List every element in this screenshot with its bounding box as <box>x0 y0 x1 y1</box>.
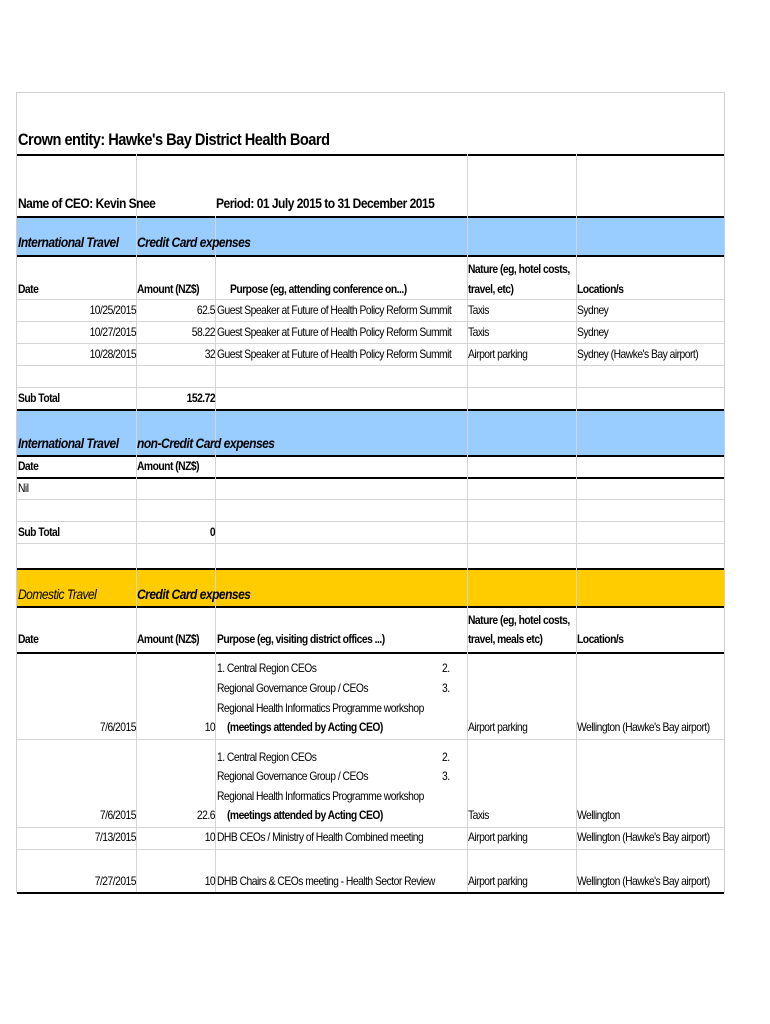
section-title: International Travel <box>18 234 119 250</box>
cell-amount: 10 <box>204 830 215 844</box>
header-date: Date <box>18 632 39 646</box>
purpose-line: 1. Central Region CEOs <box>217 750 317 764</box>
rule <box>17 409 724 411</box>
gridline <box>17 387 724 388</box>
cell-nature: Airport parking <box>468 874 528 888</box>
cell-date: 7/13/2015 <box>94 830 136 844</box>
cell-amount: 58.22 <box>191 325 215 339</box>
header-purpose: Purpose (eg, attending conference on...) <box>230 282 407 296</box>
cell-date: 10/28/2015 <box>89 347 136 361</box>
cell-nature: Taxis <box>468 303 489 317</box>
purpose-number: 3. <box>442 681 450 695</box>
spreadsheet <box>16 92 725 893</box>
cell-date: 10/25/2015 <box>89 303 136 317</box>
cell-amount: 32 <box>204 347 215 361</box>
gridline <box>17 321 724 322</box>
cell-location: Wellington (Hawke's Bay airport) <box>577 830 710 844</box>
header-amount: Amount (NZ$) <box>137 632 200 646</box>
cell-date: 7/6/2015 <box>99 720 136 734</box>
cell-location: Wellington <box>577 808 620 822</box>
rule <box>17 255 724 257</box>
nil-value: Nil <box>18 481 29 495</box>
purpose-number: 2. <box>442 750 450 764</box>
purpose-line: (meetings attended by Acting CEO) <box>227 808 383 822</box>
cell-amount: 10 <box>204 874 215 888</box>
cell-amount: 10 <box>204 720 215 734</box>
subsection-title: Credit Card expenses <box>137 586 251 602</box>
intl-noncredit-band <box>17 410 724 456</box>
gridline <box>17 365 724 366</box>
header-amount: Amount (NZ$) <box>137 459 200 473</box>
page-title: Crown entity: Hawke's Bay District Health Board <box>18 130 330 149</box>
cell-purpose: DHB Chairs & CEOs meeting - Health Sector Review <box>217 874 435 888</box>
cell-location: Wellington (Hawke's Bay airport) <box>577 720 710 734</box>
subtotal-label: Sub Total <box>18 391 60 405</box>
gridline <box>17 521 724 522</box>
subtotal-label: Sub Total <box>18 525 60 539</box>
header-nature: travel, meals etc) <box>468 632 543 646</box>
col-divider <box>576 154 577 892</box>
rule <box>17 455 724 457</box>
cell-date: 7/27/2015 <box>94 874 136 888</box>
header-purpose: Purpose (eg, visiting district offices ...) <box>217 632 385 646</box>
rule <box>17 216 724 218</box>
purpose-number: 3. <box>442 769 450 783</box>
col-divider <box>136 154 137 892</box>
header-nature: Nature (eg, hotel costs, <box>468 262 570 276</box>
subsection-title: Credit Card expenses <box>137 234 251 250</box>
cell-amount: 62.5 <box>196 303 215 317</box>
subtotal-value: 0 <box>209 525 215 539</box>
bottom-rule <box>17 892 724 894</box>
cell-purpose: Guest Speaker at Future of Health Policy Reform Summit <box>217 303 452 317</box>
gridline <box>17 827 724 828</box>
subtotal-value: 152.72 <box>186 391 215 405</box>
ceo-name: Name of CEO: Kevin Snee <box>18 195 156 211</box>
cell-purpose: DHB CEOs / Ministry of Health Combined meeting <box>217 830 424 844</box>
cell-nature: Airport parking <box>468 720 528 734</box>
cell-nature: Taxis <box>468 808 489 822</box>
rule <box>17 606 724 608</box>
col-divider <box>215 216 216 892</box>
cell-location: Sydney <box>577 303 609 317</box>
cell-purpose: Guest Speaker at Future of Health Policy Reform Summit <box>217 325 452 339</box>
purpose-number: 2. <box>442 661 450 675</box>
gridline <box>17 849 724 850</box>
domestic-band <box>17 569 724 606</box>
cell-nature: Taxis <box>468 325 489 339</box>
header-nature: travel, etc) <box>468 282 514 296</box>
purpose-line: Regional Health Informatics Programme workshop <box>217 789 424 803</box>
section-title: International Travel <box>18 435 119 451</box>
cell-location: Wellington (Hawke's Bay airport) <box>577 874 710 888</box>
gridline <box>17 299 724 300</box>
gridline <box>17 739 724 740</box>
header-nature: Nature (eg, hotel costs, <box>468 613 570 627</box>
purpose-line: 1. Central Region CEOs <box>217 661 317 675</box>
subsection-title: non-Credit Card expenses <box>137 435 275 451</box>
purpose-line: Regional Governance Group / CEOs <box>217 769 368 783</box>
purpose-line: Regional Governance Group / CEOs <box>217 681 368 695</box>
header-amount: Amount (NZ$) <box>137 282 200 296</box>
rule <box>17 477 724 479</box>
cell-nature: Airport parking <box>468 347 528 361</box>
cell-nature: Airport parking <box>468 830 528 844</box>
cell-date: 7/6/2015 <box>99 808 136 822</box>
cell-location: Sydney (Hawke's Bay airport) <box>577 347 699 361</box>
header-location: Location/s <box>577 282 624 296</box>
header-date: Date <box>18 282 39 296</box>
intl-credit-band <box>17 216 724 256</box>
cell-date: 10/27/2015 <box>89 325 136 339</box>
period: Period: 01 July 2015 to 31 December 2015 <box>216 195 435 211</box>
title-rule <box>17 154 724 156</box>
gridline <box>17 499 724 500</box>
cell-amount: 22.6 <box>196 808 215 822</box>
header-location: Location/s <box>577 632 624 646</box>
gridline <box>17 543 724 544</box>
rule <box>17 568 724 570</box>
section-title: Domestic Travel <box>18 586 97 602</box>
gridline <box>17 343 724 344</box>
purpose-line: Regional Health Informatics Programme workshop <box>217 701 424 715</box>
rule <box>17 652 724 654</box>
cell-purpose: Guest Speaker at Future of Health Policy Reform Summit <box>217 347 452 361</box>
header-date: Date <box>18 459 39 473</box>
purpose-line: (meetings attended by Acting CEO) <box>227 720 383 734</box>
cell-location: Sydney <box>577 325 609 339</box>
